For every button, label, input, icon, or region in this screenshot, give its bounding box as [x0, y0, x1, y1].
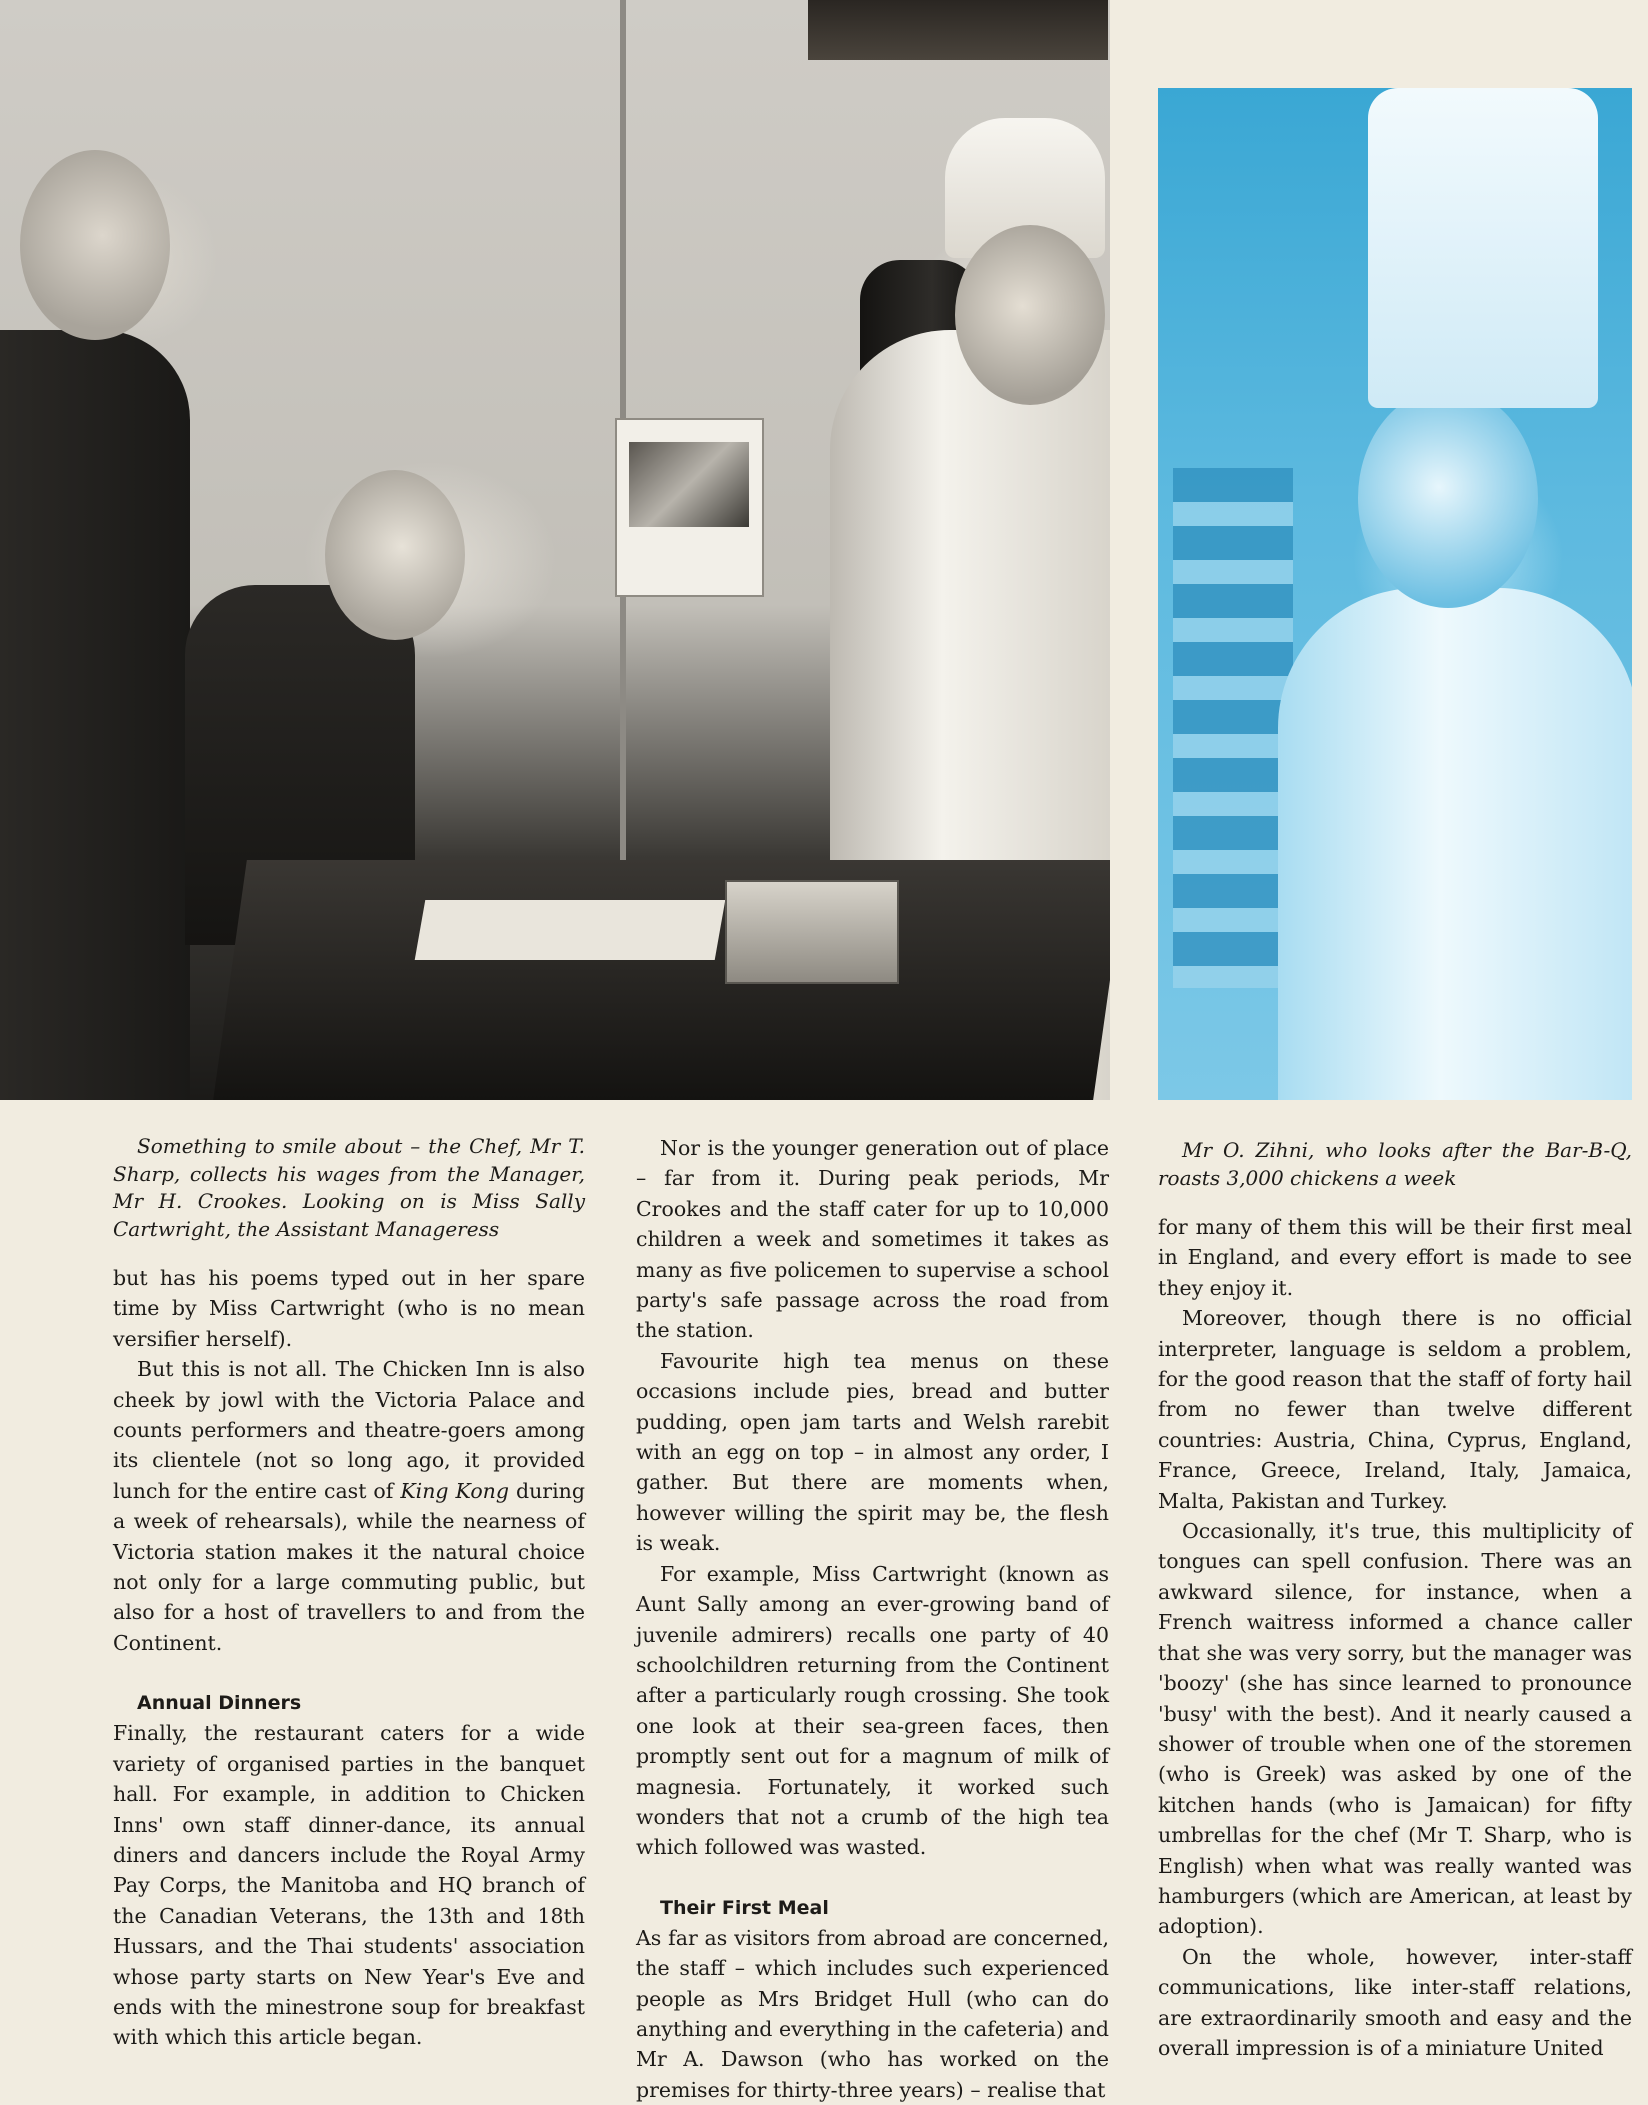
assistant-manageress-head: [20, 150, 170, 340]
main-photo-caption: Something to smile about – the Chef, Mr T. Sharp, collects his wages from the Manager, Mr H. Crookes. Looking on is Miss Sally Cartwright, the Assistant Manageress: [113, 1134, 585, 1241]
cash-tray: [725, 880, 899, 984]
desk-papers: [415, 900, 726, 960]
side-photo-caption: Mr O. Zihni, who looks after the Bar-B-Q, roasts 3,000 chickens a week: [1158, 1138, 1632, 1190]
section-heading: Their First Meal: [660, 1896, 829, 1919]
cook-jacket: [1278, 588, 1632, 1100]
paragraph: Moreover, though there is no official interpreter, language is seldom a problem, for the good reason that the staff of forty hail from no fewer than twelve different countries: Austria, China, Cyprus, England, France, Greece, Ireland, Italy, Jamaica, Malta, Pakistan and Turkey.: [1158, 1306, 1632, 1513]
paragraph: Nor is the younger generation out of place – far from it. During peak periods, Mr Crookes and the staff cater for up to 10,000 children a week and sometimes it takes as many as five policemen to supervise a school party's safe passage across the road from the station.: [636, 1136, 1109, 1343]
paragraph: but has his poems typed out in her spare time by Miss Cartwright (who is no mean versifier herself).: [113, 1266, 585, 1351]
paragraph: But this is not all. The Chicken Inn is also cheek by jowl with the Victoria Palace and counts performers and theatre-goers among its clientele (not so long ago, it provided lunch for the entire cast of King Kong during a week of rehearsals), while the nearness of Victoria station makes it the natural choice not only for a large commuting public, but also for a host of travellers to and from the Continent.: [113, 1357, 585, 1655]
assistant-manageress-figure: [0, 330, 190, 1100]
side-photo: [1158, 88, 1632, 1100]
cook-face: [1358, 388, 1538, 608]
wall-calendar: [615, 418, 764, 597]
paragraph: Finally, the restaurant caters for a wide variety of organised parties in the banquet hall. For example, in addition to Chicken Inns' own staff dinner-dance, its annual diners and dancers include the Royal Army Pay Corps, the Manitoba and HQ branch of the Canadian Veterans, the 13th and 18th Hussars, and the Thai students' association whose party starts on New Year's Eve and ends with the minestrone soup for breakfast with which this article began.: [113, 1721, 585, 2050]
main-photo: [0, 0, 1110, 1100]
paragraph: Occasionally, it's true, this multiplicity of tongues can spell confusion. There was an awkward silence, for instance, when a French waitress informed a chance caller that she was very sorry, but the manager was 'boozy' (she has since learned to pronounce 'busy' with the best). And it nearly caused a shower of trouble when one of the storemen (who is Greek) was asked by one of the kitchen hands (who is Jamaican) for fifty umbrellas for the chef (Mr T. Sharp, who is English) when what was really wanted was hamburgers (which are American, at least by adoption).: [1158, 1519, 1632, 1939]
column-2: [636, 1133, 1109, 2105]
paragraph: Favourite high tea menus on these occasions include pies, bread and butter pudding, open jam tarts and Welsh rarebit with an egg on top – in almost any order, I gather. But there are moments when, however willing the spirit may be, the flesh is weak.: [636, 1348, 1109, 1556]
paragraph: As far as visitors from abroad are concerned, the staff – which includes such experienced people as Mrs Bridget Hull (who can do anything and everything in the cafeteria) and Mr A. Dawson (who has worked on the premises for thirty-three years) – realise that: [636, 1925, 1109, 2102]
door-frame: [808, 0, 1108, 60]
cook-hat: [1368, 88, 1598, 408]
paragraph: For example, Miss Cartwright (known as Aunt Sally among an ever-growing band of juvenile admirers) recalls one party of 40 schoolchildren returning from the Continent after a particularly rough crossing. She took one look at their sea-green faces, then promptly sent out for a magnum of milk of magnesia. Fortunately, it worked such wonders that not a crumb of the high tea which followed was wasted.: [636, 1561, 1109, 1860]
manager-head: [325, 470, 465, 640]
paragraph: On the whole, however, inter-staff communications, like inter-staff relations, are extraordinarily smooth and easy and the overall impression is of a miniature United: [1158, 1944, 1632, 2060]
show-title: King Kong: [400, 1478, 509, 1503]
column-3: [1158, 1137, 1632, 2063]
chef-head: [955, 225, 1105, 405]
section-heading: Annual Dinners: [137, 1692, 302, 1715]
desk: [213, 860, 1110, 1100]
paragraph: for many of them this will be their first meal in England, and every effort is made to see they enjoy it.: [1158, 1215, 1632, 1300]
column-1: [113, 1133, 585, 2053]
kitchen-shelves: [1173, 468, 1293, 988]
